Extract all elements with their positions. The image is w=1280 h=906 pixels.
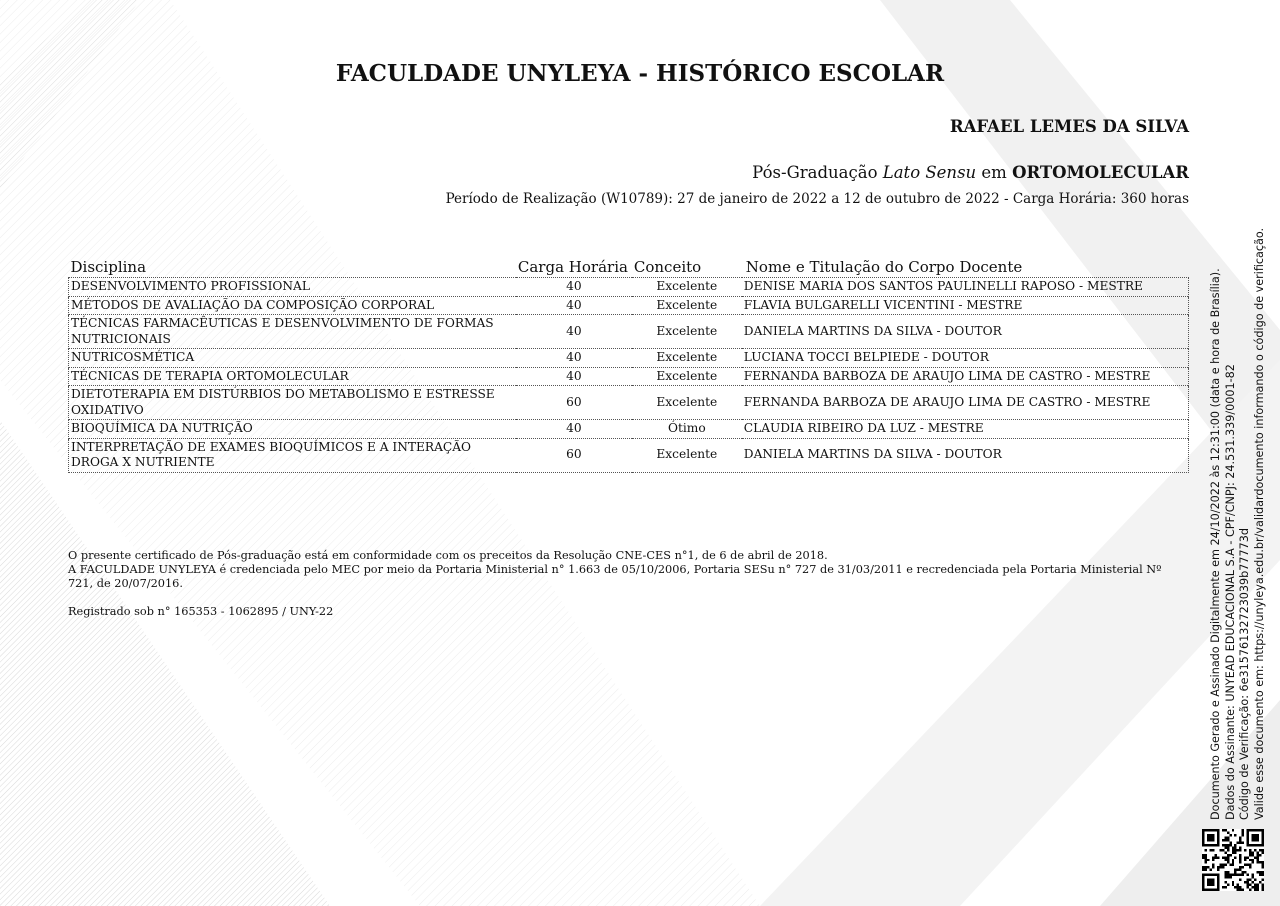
table-row bbox=[69, 420, 1189, 439]
header-grade: Conceito bbox=[632, 256, 742, 278]
validation-url-line: Valide esse documento em: https://unyleya.edu.br/validardocumento informando o código de verificação. bbox=[1252, 227, 1266, 820]
hours-cell: 40 bbox=[516, 278, 632, 297]
teacher-cell: DANIELA MARTINS DA SILVA - DOUTOR bbox=[742, 438, 1189, 472]
header-discipline: Disciplina bbox=[69, 256, 516, 278]
table-row bbox=[69, 349, 1189, 368]
hours-cell: 60 bbox=[516, 386, 632, 420]
hours-cell: 40 bbox=[516, 349, 632, 368]
grade-cell: Excelente bbox=[632, 386, 742, 420]
document-title: FACULDADE UNYLEYA - HISTÓRICO ESCOLAR bbox=[335, 60, 945, 87]
table-row bbox=[69, 296, 1189, 315]
footer-accreditation-note: A FACULDADE UNYLEYA é credenciada pelo MEC por meio da Portaria Ministerial n° 1.663 de 05/10/2006, Portaria SESu n° 727 de 31/03/2011 e recredenciada pela Portaria Ministerial Nº 721, de 20/07/2016. bbox=[68, 563, 1162, 590]
table-row bbox=[69, 438, 1189, 472]
grade-cell: Excelente bbox=[632, 315, 742, 349]
header-teacher: Nome e Titulação do Corpo Docente bbox=[742, 256, 1189, 278]
discipline-cell: BIOQUÍMICA DA NUTRIÇÃO bbox=[69, 420, 516, 439]
grade-cell: Excelente bbox=[632, 349, 742, 368]
discipline-cell: TÉCNICAS DE TERAPIA ORTOMOLECULAR bbox=[69, 367, 516, 386]
student-name: RAFAEL LEMES DA SILVA bbox=[949, 117, 1189, 136]
discipline-cell: MÉTODOS DE AVALIAÇÃO DA COMPOSIÇÃO CORPORAL bbox=[69, 296, 516, 315]
verification-code-line: Código de Verificação: 6e31576132723039b77773d bbox=[1238, 528, 1251, 820]
discipline-cell: NUTRICOSMÉTICA bbox=[69, 349, 516, 368]
signer-line: Dados do Assinante: UNYEAD EDUCACIONAL S.A - CPF/CNPJ: 24.531.339/0001-82 bbox=[1223, 364, 1237, 820]
header-hours: Carga Horária bbox=[516, 256, 632, 278]
teacher-cell: CLAUDIA RIBEIRO DA LUZ - MESTRE bbox=[742, 420, 1189, 439]
grade-cell: Ótimo bbox=[632, 420, 742, 439]
teacher-cell: LUCIANA TOCCI BELPIEDE - DOUTOR bbox=[742, 349, 1189, 368]
course-line bbox=[752, 163, 1189, 182]
table-row bbox=[69, 315, 1189, 349]
signature-line: Documento Gerado e Assinado Digitalmente em 24/10/2022 às 12:31:00 (data e hora de Brasília). bbox=[1209, 268, 1222, 820]
hours-cell: 40 bbox=[516, 315, 632, 349]
teacher-cell: DENISE MARIA DOS SANTOS PAULINELLI RAPOSO - MESTRE bbox=[742, 278, 1189, 297]
teacher-cell: FERNANDA BARBOZA DE ARAUJO LIMA DE CASTRO - MESTRE bbox=[742, 386, 1189, 420]
discipline-cell: DESENVOLVIMENTO PROFISSIONAL bbox=[69, 278, 516, 297]
period-info: Período de Realização (W10789): 27 de janeiro de 2022 a 12 de outubro de 2022 - Carga Horária: 360 horas bbox=[445, 191, 1189, 207]
hours-cell: 40 bbox=[516, 420, 632, 439]
hours-cell: 40 bbox=[516, 296, 632, 315]
footer-notes bbox=[68, 549, 1168, 619]
course-name: ORTOMOLECULAR bbox=[1012, 163, 1189, 182]
grade-cell: Excelente bbox=[632, 438, 742, 472]
table-row bbox=[69, 386, 1189, 420]
grade-cell: Excelente bbox=[632, 296, 742, 315]
hours-cell: 60 bbox=[516, 438, 632, 472]
teacher-cell: FERNANDA BARBOZA DE ARAUJO LIMA DE CASTRO - MESTRE bbox=[742, 367, 1189, 386]
table-row bbox=[69, 278, 1189, 297]
teacher-cell: FLAVIA BULGARELLI VICENTINI - MESTRE bbox=[742, 296, 1189, 315]
discipline-cell: TÉCNICAS FARMACÊUTICAS E DESENVOLVIMENTO DE FORMAS NUTRICIONAIS bbox=[69, 315, 516, 349]
course-prefix: Pós-Graduação bbox=[752, 163, 878, 182]
grade-cell: Excelente bbox=[632, 367, 742, 386]
table-header-row bbox=[69, 256, 1189, 278]
discipline-cell: DIETOTERAPIA EM DISTÚRBIOS DO METABOLISMO E ESTRESSE OXIDATIVO bbox=[69, 386, 516, 420]
grade-cell: Excelente bbox=[632, 278, 742, 297]
course-type: Lato Sensu bbox=[882, 163, 977, 182]
registration-number: Registrado sob n° 165353 - 1062895 / UNY-22 bbox=[68, 605, 334, 618]
qr-code-icon bbox=[1202, 829, 1264, 891]
footer-conformity-note: O presente certificado de Pós-graduação está em conformidade com os preceitos da Resolução CNE-CES n°1, de 6 de abril de 2018. bbox=[68, 549, 828, 562]
hours-cell: 40 bbox=[516, 367, 632, 386]
grades-table bbox=[68, 256, 1189, 473]
course-connector: em bbox=[981, 163, 1007, 182]
teacher-cell: DANIELA MARTINS DA SILVA - DOUTOR bbox=[742, 315, 1189, 349]
table-row bbox=[69, 367, 1189, 386]
discipline-cell: INTERPRETAÇÃO DE EXAMES BIOQUÍMICOS E A INTERAÇÃO DROGA X NUTRIENTE bbox=[69, 438, 516, 472]
digital-signature-note bbox=[1209, 200, 1267, 820]
